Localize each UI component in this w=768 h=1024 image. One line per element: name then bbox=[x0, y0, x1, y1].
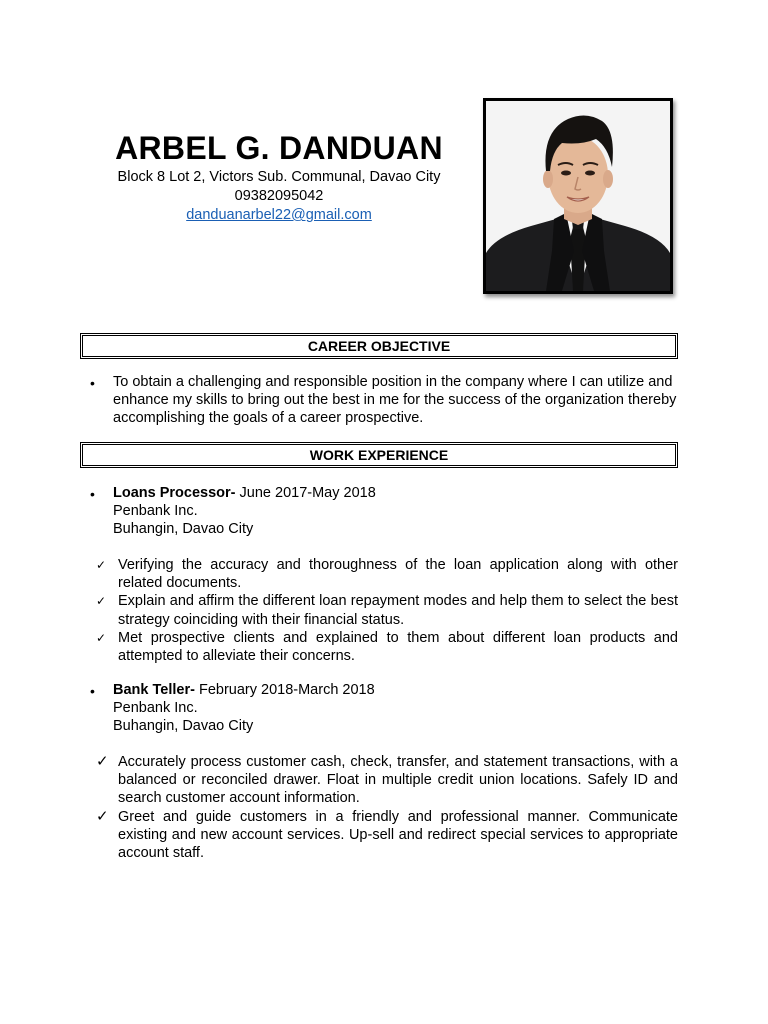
job-1-location: Buhangin, Davao City bbox=[113, 521, 254, 537]
resume-header bbox=[90, 128, 468, 225]
list-item: ✓ Verifying the accuracy and thoroughness of the loan application along with other related documents. bbox=[96, 557, 678, 592]
phone-number: 09382095042 bbox=[234, 188, 324, 204]
list-item: ✓ Met prospective clients and explained to them about different loan products and attempted to alleviate their concerns. bbox=[96, 629, 678, 665]
address: Block 8 Lot 2, Victors Sub. Communal, Davao City bbox=[117, 169, 441, 185]
list-item: ✓ Explain and affirm the different loan repayment modes and help them to select the best strategy coinciding with their financial status. bbox=[96, 593, 678, 628]
checkmark-icon: ✓ bbox=[96, 753, 109, 770]
checkmark-icon: ✓ bbox=[96, 558, 107, 572]
profile-photo bbox=[483, 98, 673, 294]
job-2-title: Bank Teller- bbox=[113, 682, 195, 698]
job-2-dates: February 2018-March 2018 bbox=[194, 682, 375, 698]
job-2-company: Penbank Inc. bbox=[113, 700, 198, 716]
list-item: ✓ Greet and guide customers in a friendly and professional manner. Communicate existing and new account services. Up-sell and redirect special services to appropriate account staff. bbox=[96, 807, 678, 862]
list-item: ✓ Accurately process customer cash, check, transfer, and statement transactions, with a balanced or reconciled drawer. Float in multiple credit union locations. Safely ID and search customer account information. bbox=[96, 753, 678, 807]
job-1-title: Loans Processor- bbox=[113, 485, 236, 501]
section-header-career-objective: CAREER OBJECTIVE bbox=[82, 335, 676, 357]
checkmark-icon: ✓ bbox=[96, 594, 107, 609]
bullet-glyph: • bbox=[90, 375, 95, 391]
checkmark-icon: ✓ bbox=[96, 630, 107, 645]
applicant-name: ARBEL G. DANDUAN bbox=[115, 130, 443, 166]
job-1-duties bbox=[96, 556, 678, 665]
portrait-image bbox=[486, 101, 670, 291]
job-1-dates: June 2017-May 2018 bbox=[235, 485, 376, 501]
section-header-work-experience: WORK EXPERIENCE bbox=[82, 444, 676, 466]
job-2-location: Buhangin, Davao City bbox=[113, 718, 254, 734]
job-1-heading bbox=[113, 484, 376, 502]
bullet-glyph: • bbox=[90, 683, 95, 699]
job-2-heading bbox=[113, 681, 375, 699]
job-2-duties bbox=[96, 753, 678, 862]
career-objective-text: To obtain a challenging and responsible position in the company where I can utilize and enhance my skills to bring out the best in me for the success of the organization thereby accomplishing the goals of a career prospective. bbox=[113, 374, 677, 427]
checkmark-icon: ✓ bbox=[96, 807, 109, 825]
bullet-glyph: • bbox=[90, 486, 95, 502]
job-1-company: Penbank Inc. bbox=[113, 503, 198, 519]
email-link[interactable]: danduanarbel22@gmail.com bbox=[186, 207, 372, 223]
